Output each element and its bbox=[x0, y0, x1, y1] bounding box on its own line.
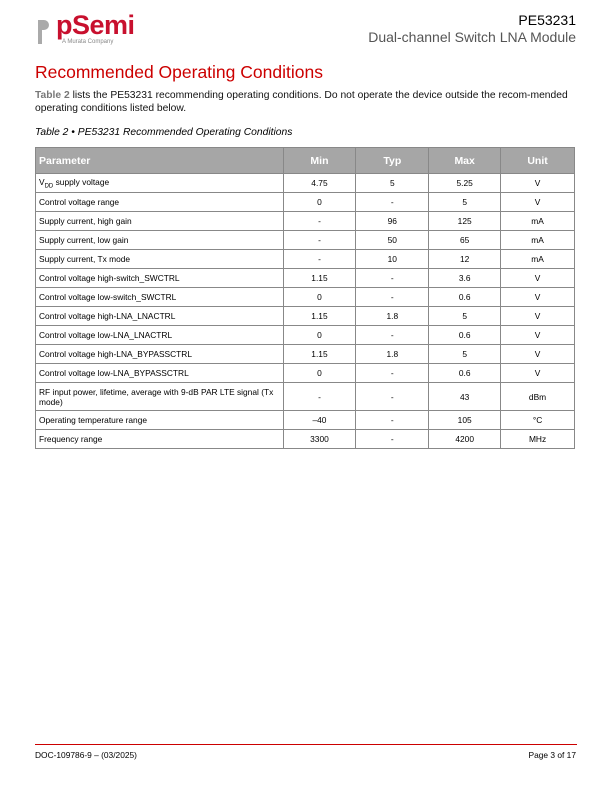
max-cell: 0.6 bbox=[429, 288, 501, 307]
parameter-cell: Operating temperature range bbox=[36, 411, 284, 430]
typ-cell: 50 bbox=[356, 231, 429, 250]
parameter-cell: Control voltage low-switch_SWCTRL bbox=[36, 288, 284, 307]
logo-text: pSemi bbox=[56, 10, 135, 40]
table-row bbox=[36, 383, 575, 411]
table-row bbox=[36, 174, 575, 193]
min-cell: 0 bbox=[283, 326, 356, 345]
min-cell: - bbox=[283, 212, 356, 231]
table-row bbox=[36, 411, 575, 430]
part-number: PE53231 bbox=[518, 12, 576, 28]
max-cell: 0.6 bbox=[429, 326, 501, 345]
max-cell: 105 bbox=[429, 411, 501, 430]
unit-cell: mA bbox=[501, 231, 575, 250]
max-cell: 0.6 bbox=[429, 364, 501, 383]
table-row bbox=[36, 193, 575, 212]
typ-cell: 1.8 bbox=[356, 307, 429, 326]
parameter-cell: Control voltage low-LNA_LNACTRL bbox=[36, 326, 284, 345]
unit-cell: V bbox=[501, 364, 575, 383]
typ-cell: 96 bbox=[356, 212, 429, 231]
max-cell: 125 bbox=[429, 212, 501, 231]
table-row bbox=[36, 364, 575, 383]
typ-cell: 1.8 bbox=[356, 345, 429, 364]
min-cell: 4.75 bbox=[283, 174, 356, 193]
max-cell: 12 bbox=[429, 250, 501, 269]
unit-cell: V bbox=[501, 326, 575, 345]
max-cell: 5 bbox=[429, 345, 501, 364]
typ-cell: - bbox=[356, 364, 429, 383]
table-row bbox=[36, 250, 575, 269]
table-row bbox=[36, 269, 575, 288]
unit-cell: MHz bbox=[501, 430, 575, 449]
parameter-cell: Supply current, high gain bbox=[36, 212, 284, 231]
typ-cell: - bbox=[356, 411, 429, 430]
logo-mark-icon bbox=[36, 18, 50, 46]
min-cell: 1.15 bbox=[283, 345, 356, 364]
parameter-cell: Supply current, Tx mode bbox=[36, 250, 284, 269]
min-cell: 1.15 bbox=[283, 307, 356, 326]
parameter-cell: Frequency range bbox=[36, 430, 284, 449]
unit-cell: °C bbox=[501, 411, 575, 430]
typ-cell: - bbox=[356, 326, 429, 345]
min-cell: 0 bbox=[283, 193, 356, 212]
unit-cell: V bbox=[501, 174, 575, 193]
typ-cell: - bbox=[356, 269, 429, 288]
parameter-cell: Control voltage high-LNA_BYPASSCTRL bbox=[36, 345, 284, 364]
unit-cell: mA bbox=[501, 250, 575, 269]
table-row bbox=[36, 430, 575, 449]
table-row bbox=[36, 307, 575, 326]
max-cell: 5 bbox=[429, 307, 501, 326]
unit-cell: mA bbox=[501, 212, 575, 231]
table-caption: Table 2 • PE53231 Recommended Operating Conditions bbox=[35, 127, 293, 138]
unit-cell: V bbox=[501, 269, 575, 288]
min-cell: - bbox=[283, 231, 356, 250]
typ-cell: 10 bbox=[356, 250, 429, 269]
column-header: Min bbox=[283, 148, 356, 174]
max-cell: 5 bbox=[429, 193, 501, 212]
column-header: Max bbox=[429, 148, 501, 174]
min-cell: 1.15 bbox=[283, 269, 356, 288]
unit-cell: V bbox=[501, 307, 575, 326]
typ-cell: - bbox=[356, 430, 429, 449]
typ-cell: 5 bbox=[356, 174, 429, 193]
parameter-cell: $V_{DD}$ supply voltage bbox=[36, 174, 284, 193]
parameter-cell: Control voltage high-LNA_LNACTRL bbox=[36, 307, 284, 326]
parameter-cell: Control voltage low-LNA_BYPASSCTRL bbox=[36, 364, 284, 383]
min-cell: 0 bbox=[283, 364, 356, 383]
min-cell: - bbox=[283, 250, 356, 269]
typ-cell: - bbox=[356, 193, 429, 212]
parameter-cell: Control voltage high-switch_SWCTRL bbox=[36, 269, 284, 288]
table-row bbox=[36, 231, 575, 250]
section-title: Recommended Operating Conditions bbox=[35, 62, 323, 82]
table-row bbox=[36, 288, 575, 307]
doc-description: Dual-channel Switch LNA Module bbox=[368, 29, 576, 45]
typ-cell: - bbox=[356, 288, 429, 307]
min-cell: - bbox=[283, 383, 356, 411]
max-cell: 4200 bbox=[429, 430, 501, 449]
unit-cell: V bbox=[501, 345, 575, 364]
parameter-cell: Supply current, low gain bbox=[36, 231, 284, 250]
table-ref-link[interactable]: Table 2 bbox=[35, 90, 70, 101]
table-row bbox=[36, 345, 575, 364]
footer-divider bbox=[35, 744, 577, 745]
min-cell: –40 bbox=[283, 411, 356, 430]
typ-cell: - bbox=[356, 383, 429, 411]
column-header: Unit bbox=[501, 148, 575, 174]
max-cell: 3.6 bbox=[429, 269, 501, 288]
unit-cell: dBm bbox=[501, 383, 575, 411]
max-cell: 5.25 bbox=[429, 174, 501, 193]
table-row bbox=[36, 326, 575, 345]
table-row bbox=[36, 212, 575, 231]
psemi-logo bbox=[36, 10, 146, 50]
column-header: Typ bbox=[356, 148, 429, 174]
parameter-cell: RF input power, lifetime, average with 9-dB PAR LTE signal (Tx mode) bbox=[36, 383, 284, 411]
min-cell: 3300 bbox=[283, 430, 356, 449]
column-header: Parameter bbox=[36, 148, 284, 174]
logo-subtitle: A Murata Company bbox=[62, 39, 114, 45]
page-number: Page 3 of 17 bbox=[528, 750, 576, 760]
operating-conditions-table bbox=[35, 147, 575, 449]
parameter-cell: Control voltage range bbox=[36, 193, 284, 212]
intro-paragraph: Table 2 lists the PE53231 recommending operating conditions. Do not operate the device outside the recom-mended operating conditions listed below. bbox=[35, 90, 568, 114]
max-cell: 43 bbox=[429, 383, 501, 411]
doc-number: DOC-109786-9 – (03/2025) bbox=[35, 750, 137, 760]
unit-cell: V bbox=[501, 288, 575, 307]
max-cell: 65 bbox=[429, 231, 501, 250]
unit-cell: V bbox=[501, 193, 575, 212]
min-cell: 0 bbox=[283, 288, 356, 307]
